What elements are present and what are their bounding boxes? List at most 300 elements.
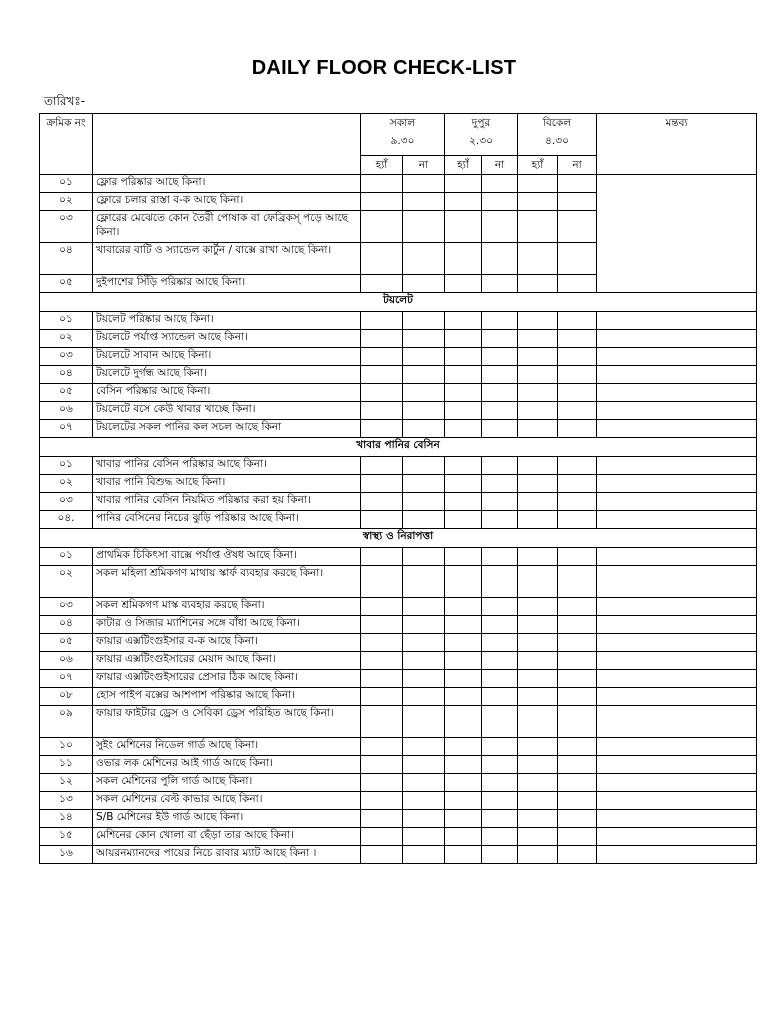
afternoon-no-cell[interactable] [558, 193, 597, 211]
remarks-cell[interactable] [597, 420, 757, 438]
morning-yes-cell[interactable] [361, 243, 403, 275]
morning-no-cell[interactable] [403, 312, 445, 330]
afternoon-yes-cell[interactable] [518, 616, 558, 634]
noon-no-cell[interactable] [482, 420, 518, 438]
morning-header [361, 114, 445, 156]
noon-yes-cell[interactable] [445, 792, 482, 810]
afternoon-yes-cell[interactable] [518, 634, 558, 652]
afternoon-no-cell[interactable] [558, 457, 597, 475]
checklist-row [40, 598, 757, 616]
row-number: ০২ [40, 330, 93, 348]
noon-no-cell[interactable] [482, 211, 518, 243]
noon-no-cell[interactable] [482, 688, 518, 706]
row-item-text: ওভার লক মেশিনের আই গার্ড আছে কিনা। [93, 756, 361, 774]
morning-no-cell[interactable] [403, 810, 445, 828]
morning-no-cell[interactable] [403, 756, 445, 774]
noon-no-cell[interactable] [482, 475, 518, 493]
afternoon-yes-cell[interactable] [518, 211, 558, 243]
morning-yes-cell[interactable] [361, 511, 403, 529]
remarks-cell[interactable] [597, 493, 757, 511]
checklist-row [40, 566, 757, 598]
morning-no-cell[interactable] [403, 243, 445, 275]
afternoon-no-cell[interactable] [558, 566, 597, 598]
noon-yes-cell[interactable] [445, 402, 482, 420]
afternoon-yes-cell[interactable] [518, 243, 558, 275]
morning-yes-cell[interactable] [361, 652, 403, 670]
afternoon-no-cell[interactable] [558, 634, 597, 652]
checklist-row [40, 175, 757, 193]
row-item-text: খাবার পানি বিশুদ্ধ আছে কিনা। [93, 475, 361, 493]
noon-no-cell[interactable] [482, 846, 518, 864]
morning-yes-cell[interactable] [361, 792, 403, 810]
checklist-row [40, 402, 757, 420]
morning-yes-cell[interactable] [361, 457, 403, 475]
section-title: স্বাস্থ্য ও নিরাপত্তা [40, 529, 757, 548]
checklist-row [40, 828, 757, 846]
morning-no-cell[interactable] [403, 175, 445, 193]
row-item-text: হোস পাইপ বক্সের আশপাশ পরিষ্কার আছে কিনা। [93, 688, 361, 706]
row-number: ০৭ [40, 670, 93, 688]
morning-yes-cell[interactable] [361, 475, 403, 493]
morning-no-cell[interactable] [403, 616, 445, 634]
afternoon-no-cell[interactable] [558, 706, 597, 738]
row-item-text: সকল মেশিনের পুলি গার্ড আছে কিনা। [93, 774, 361, 792]
morning-yes-cell[interactable] [361, 420, 403, 438]
morning-yes-cell[interactable] [361, 670, 403, 688]
noon-no-cell[interactable] [482, 366, 518, 384]
afternoon-yes-cell[interactable] [518, 810, 558, 828]
afternoon-no-header: না [558, 156, 597, 175]
remarks-header: মন্তব্য [597, 114, 757, 156]
section-title: টয়লেট [40, 293, 757, 312]
morning-time: ৯.৩০ [390, 135, 415, 147]
remarks-cell[interactable] [597, 774, 757, 792]
row-item-text: বেসিন পরিষ্কার আছে কিনা। [93, 384, 361, 402]
morning-yes-cell[interactable] [361, 738, 403, 756]
row-number: ১৫ [40, 828, 93, 846]
morning-yes-cell[interactable] [361, 598, 403, 616]
morning-no-cell[interactable] [403, 193, 445, 211]
afternoon-no-cell[interactable] [558, 652, 597, 670]
row-item-text: পানির বেসিনের নিচের ঝুড়ি পরিষ্কার আছে কিনা। [93, 511, 361, 529]
afternoon-yes-cell[interactable] [518, 175, 558, 193]
morning-yes-cell[interactable] [361, 275, 403, 293]
afternoon-no-cell[interactable] [558, 774, 597, 792]
noon-yes-cell[interactable] [445, 548, 482, 566]
afternoon-no-cell[interactable] [558, 420, 597, 438]
remarks-cell[interactable] [597, 548, 757, 566]
noon-no-cell[interactable] [482, 493, 518, 511]
remarks-cell[interactable] [597, 511, 757, 529]
morning-no-cell[interactable] [403, 738, 445, 756]
morning-yes-cell[interactable] [361, 616, 403, 634]
noon-yes-cell[interactable] [445, 774, 482, 792]
afternoon-yes-cell[interactable] [518, 670, 558, 688]
checklist-row [40, 774, 757, 792]
noon-yes-cell[interactable] [445, 756, 482, 774]
afternoon-no-cell[interactable] [558, 348, 597, 366]
row-item-text: S/B মেশিনের ইউ গার্ড আছে কিনা। [93, 810, 361, 828]
afternoon-yes-cell[interactable] [518, 774, 558, 792]
afternoon-yes-cell[interactable] [518, 688, 558, 706]
morning-yes-cell[interactable] [361, 706, 403, 738]
afternoon-yes-cell[interactable] [518, 457, 558, 475]
morning-no-cell[interactable] [403, 566, 445, 598]
serial-header: ক্রমিক নং [40, 114, 93, 175]
noon-yes-cell[interactable] [445, 193, 482, 211]
noon-yes-cell[interactable] [445, 175, 482, 193]
afternoon-no-cell[interactable] [558, 670, 597, 688]
noon-no-header: না [482, 156, 518, 175]
row-item-text: টয়লেটে সাবান আছে কিনা। [93, 348, 361, 366]
morning-yes-cell[interactable] [361, 774, 403, 792]
noon-no-cell[interactable] [482, 616, 518, 634]
checklist-row [40, 670, 757, 688]
remarks-cell[interactable] [597, 366, 757, 384]
afternoon-no-cell[interactable] [558, 211, 597, 243]
afternoon-yes-cell[interactable] [518, 384, 558, 402]
morning-no-cell[interactable] [403, 330, 445, 348]
checklist-row [40, 330, 757, 348]
noon-yes-cell[interactable] [445, 670, 482, 688]
morning-no-cell[interactable] [403, 511, 445, 529]
morning-no-cell[interactable] [403, 402, 445, 420]
morning-yes-cell[interactable] [361, 366, 403, 384]
afternoon-yes-cell[interactable] [518, 275, 558, 293]
noon-yes-cell[interactable] [445, 616, 482, 634]
noon-no-cell[interactable] [482, 457, 518, 475]
afternoon-yes-cell[interactable] [518, 706, 558, 738]
morning-no-cell[interactable] [403, 598, 445, 616]
morning-no-cell[interactable] [403, 548, 445, 566]
noon-yes-cell[interactable] [445, 846, 482, 864]
afternoon-yes-cell[interactable] [518, 402, 558, 420]
morning-no-cell[interactable] [403, 384, 445, 402]
afternoon-yes-cell[interactable] [518, 475, 558, 493]
afternoon-no-cell[interactable] [558, 616, 597, 634]
morning-yes-cell[interactable] [361, 312, 403, 330]
morning-no-cell[interactable] [403, 275, 445, 293]
remarks-cell[interactable] [597, 566, 757, 598]
row-number: ১১ [40, 756, 93, 774]
morning-yes-cell[interactable] [361, 756, 403, 774]
morning-yes-cell[interactable] [361, 330, 403, 348]
noon-yes-cell[interactable] [445, 511, 482, 529]
afternoon-no-cell[interactable] [558, 175, 597, 193]
remarks-cell[interactable] [597, 598, 757, 616]
afternoon-yes-cell[interactable] [518, 598, 558, 616]
noon-yes-cell[interactable] [445, 706, 482, 738]
section-header-row [40, 293, 757, 312]
afternoon-no-cell[interactable] [558, 243, 597, 275]
morning-no-cell[interactable] [403, 475, 445, 493]
afternoon-no-cell[interactable] [558, 598, 597, 616]
checklist-row [40, 420, 757, 438]
row-item-text: ফ্লোর পরিষ্কার আছে কিনা। [93, 175, 361, 193]
checklist-row [40, 457, 757, 475]
afternoon-yes-cell[interactable] [518, 566, 558, 598]
noon-no-cell[interactable] [482, 193, 518, 211]
morning-yes-cell[interactable] [361, 634, 403, 652]
section-header-row [40, 438, 757, 457]
checklist-row [40, 366, 757, 384]
remarks-cell[interactable] [597, 312, 757, 330]
afternoon-no-cell[interactable] [558, 511, 597, 529]
noon-yes-cell[interactable] [445, 738, 482, 756]
morning-yes-cell[interactable] [361, 402, 403, 420]
noon-yes-cell[interactable] [445, 566, 482, 598]
checklist-row [40, 652, 757, 670]
afternoon-yes-cell[interactable] [518, 738, 558, 756]
remarks-cell[interactable] [597, 738, 757, 756]
row-item-text: ফ্লোরের মেঝেতে কোন তৈরী পোষাক বা ফেব্রিকস্ পড়ে আছে কিনা। [93, 211, 361, 243]
checklist-row [40, 384, 757, 402]
row-number: ১০ [40, 738, 93, 756]
afternoon-no-cell[interactable] [558, 312, 597, 330]
afternoon-no-cell[interactable] [558, 810, 597, 828]
morning-yes-header: হ্যাঁ [361, 156, 403, 175]
checklist-row [40, 616, 757, 634]
noon-yes-cell[interactable] [445, 420, 482, 438]
morning-label: সকাল [389, 117, 416, 129]
afternoon-no-cell[interactable] [558, 384, 597, 402]
noon-yes-cell[interactable] [445, 598, 482, 616]
row-item-text: টয়লেটে পর্যাপ্ত স্যান্ডেল আছে কিনা। [93, 330, 361, 348]
morning-yes-cell[interactable] [361, 175, 403, 193]
row-number: ০৫ [40, 634, 93, 652]
morning-yes-cell[interactable] [361, 566, 403, 598]
remarks-subheader [597, 156, 757, 175]
checklist-row [40, 688, 757, 706]
checklist-row [40, 810, 757, 828]
noon-no-cell[interactable] [482, 312, 518, 330]
afternoon-yes-cell[interactable] [518, 312, 558, 330]
noon-yes-cell[interactable] [445, 243, 482, 275]
row-number: ০১ [40, 312, 93, 330]
noon-no-cell[interactable] [482, 566, 518, 598]
afternoon-time: ৪.৩০ [545, 135, 569, 147]
noon-yes-cell[interactable] [445, 211, 482, 243]
remarks-cell[interactable] [597, 756, 757, 774]
row-item-text: সুইং মেশিনের নিডেল গার্ড আছে কিনা। [93, 738, 361, 756]
row-item-text: টয়লেটে বসে কেউ খাবার খাচ্ছে কিনা। [93, 402, 361, 420]
afternoon-no-cell[interactable] [558, 688, 597, 706]
afternoon-no-cell[interactable] [558, 402, 597, 420]
afternoon-no-cell[interactable] [558, 475, 597, 493]
morning-yes-cell[interactable] [361, 348, 403, 366]
morning-no-cell[interactable] [403, 652, 445, 670]
morning-no-header: না [403, 156, 445, 175]
checklist-row [40, 348, 757, 366]
checklist-row [40, 738, 757, 756]
afternoon-no-cell[interactable] [558, 493, 597, 511]
morning-yes-cell[interactable] [361, 211, 403, 243]
afternoon-yes-cell[interactable] [518, 493, 558, 511]
row-item-text: সকল মেশিনের বেল্ট কাভার আছে কিনা। [93, 792, 361, 810]
noon-yes-cell[interactable] [445, 810, 482, 828]
remarks-cell[interactable] [597, 175, 757, 293]
remarks-cell[interactable] [597, 384, 757, 402]
noon-no-cell[interactable] [482, 175, 518, 193]
afternoon-no-cell[interactable] [558, 738, 597, 756]
noon-no-cell[interactable] [482, 828, 518, 846]
afternoon-no-cell[interactable] [558, 548, 597, 566]
remarks-cell[interactable] [597, 792, 757, 810]
noon-yes-cell[interactable] [445, 330, 482, 348]
afternoon-yes-cell[interactable] [518, 366, 558, 384]
row-item-text: টয়লেট পরিষ্কার আছে কিনা। [93, 312, 361, 330]
remarks-cell[interactable] [597, 475, 757, 493]
morning-no-cell[interactable] [403, 774, 445, 792]
noon-yes-cell[interactable] [445, 493, 482, 511]
morning-no-cell[interactable] [403, 634, 445, 652]
afternoon-label: বিকেল [542, 117, 572, 129]
section-header-row [40, 529, 757, 548]
afternoon-no-cell[interactable] [558, 366, 597, 384]
morning-no-cell[interactable] [403, 348, 445, 366]
row-item-text: সকল মহিলা শ্রমিকগণ মাথায় স্কার্ফ ব্যবহার করছে কিনা। [93, 566, 361, 598]
row-number: ০৩ [40, 598, 93, 616]
afternoon-yes-cell[interactable] [518, 420, 558, 438]
noon-no-cell[interactable] [482, 384, 518, 402]
noon-no-cell[interactable] [482, 243, 518, 275]
afternoon-no-cell[interactable] [558, 330, 597, 348]
noon-yes-cell[interactable] [445, 688, 482, 706]
noon-yes-cell[interactable] [445, 652, 482, 670]
remarks-cell[interactable] [597, 810, 757, 828]
morning-no-cell[interactable] [403, 420, 445, 438]
row-number: ০৪ [40, 243, 93, 275]
morning-no-cell[interactable] [403, 828, 445, 846]
noon-yes-cell[interactable] [445, 275, 482, 293]
remarks-cell[interactable] [597, 348, 757, 366]
noon-no-cell[interactable] [482, 275, 518, 293]
remarks-cell[interactable] [597, 402, 757, 420]
remarks-cell[interactable] [597, 688, 757, 706]
row-number: ১২ [40, 774, 93, 792]
morning-no-cell[interactable] [403, 493, 445, 511]
row-number: ০৬ [40, 402, 93, 420]
noon-yes-cell[interactable] [445, 475, 482, 493]
noon-no-cell[interactable] [482, 402, 518, 420]
afternoon-yes-cell[interactable] [518, 511, 558, 529]
row-number: ০৫ [40, 384, 93, 402]
morning-no-cell[interactable] [403, 457, 445, 475]
afternoon-no-cell[interactable] [558, 756, 597, 774]
row-number: ০৪ [40, 616, 93, 634]
afternoon-yes-cell[interactable] [518, 652, 558, 670]
afternoon-no-cell[interactable] [558, 846, 597, 864]
afternoon-yes-cell[interactable] [518, 348, 558, 366]
noon-no-cell[interactable] [482, 548, 518, 566]
afternoon-no-cell[interactable] [558, 828, 597, 846]
remarks-cell[interactable] [597, 616, 757, 634]
row-item-text: প্রাথমিক চিকিৎসা বাক্সে পর্যাপ্ত ঔষধ আছে কিনা। [93, 548, 361, 566]
morning-yes-cell[interactable] [361, 193, 403, 211]
row-item-text: ফায়ার এক্সটিংগুইসারের মেয়াদ আছে কিনা। [93, 652, 361, 670]
morning-yes-cell[interactable] [361, 688, 403, 706]
row-number: ১৪ [40, 810, 93, 828]
checklist-row [40, 475, 757, 493]
noon-yes-cell[interactable] [445, 828, 482, 846]
afternoon-no-cell[interactable] [558, 275, 597, 293]
remarks-cell[interactable] [597, 652, 757, 670]
morning-no-cell[interactable] [403, 846, 445, 864]
noon-no-cell[interactable] [482, 706, 518, 738]
morning-no-cell[interactable] [403, 688, 445, 706]
noon-yes-cell[interactable] [445, 312, 482, 330]
morning-no-cell[interactable] [403, 706, 445, 738]
remarks-cell[interactable] [597, 706, 757, 738]
remarks-cell[interactable] [597, 846, 757, 864]
morning-yes-cell[interactable] [361, 493, 403, 511]
noon-yes-cell[interactable] [445, 384, 482, 402]
noon-no-cell[interactable] [482, 598, 518, 616]
noon-no-cell[interactable] [482, 511, 518, 529]
row-number: ১৬ [40, 846, 93, 864]
morning-yes-cell[interactable] [361, 810, 403, 828]
noon-no-cell[interactable] [482, 652, 518, 670]
afternoon-yes-cell[interactable] [518, 756, 558, 774]
noon-no-cell[interactable] [482, 774, 518, 792]
row-item-text: দুইপাশের সিঁড়ি পরিষ্কার আছে কিনা। [93, 275, 361, 293]
remarks-cell[interactable] [597, 828, 757, 846]
row-number: ০৯ [40, 706, 93, 738]
morning-no-cell[interactable] [403, 792, 445, 810]
remarks-cell[interactable] [597, 457, 757, 475]
morning-yes-cell[interactable] [361, 548, 403, 566]
morning-no-cell[interactable] [403, 366, 445, 384]
morning-no-cell[interactable] [403, 670, 445, 688]
noon-yes-cell[interactable] [445, 457, 482, 475]
noon-no-cell[interactable] [482, 348, 518, 366]
row-item-text: খাবার পানির বেসিন নিয়মিত পরিষ্কার করা হয় কিনা। [93, 493, 361, 511]
noon-no-cell[interactable] [482, 670, 518, 688]
afternoon-yes-cell[interactable] [518, 193, 558, 211]
morning-yes-cell[interactable] [361, 846, 403, 864]
morning-yes-cell[interactable] [361, 828, 403, 846]
noon-no-cell[interactable] [482, 738, 518, 756]
noon-yes-header: হ্যাঁ [445, 156, 482, 175]
afternoon-yes-cell[interactable] [518, 828, 558, 846]
noon-no-cell[interactable] [482, 330, 518, 348]
row-number: ০৬ [40, 652, 93, 670]
afternoon-yes-cell[interactable] [518, 330, 558, 348]
afternoon-yes-cell[interactable] [518, 846, 558, 864]
noon-no-cell[interactable] [482, 634, 518, 652]
noon-no-cell[interactable] [482, 756, 518, 774]
checklist-row [40, 792, 757, 810]
checklist-row [40, 511, 757, 529]
noon-yes-cell[interactable] [445, 634, 482, 652]
morning-yes-cell[interactable] [361, 384, 403, 402]
row-item-text: ফায়ার এক্সটিংগুইসার ব-ক আছে কিনা। [93, 634, 361, 652]
afternoon-yes-cell[interactable] [518, 548, 558, 566]
noon-header [445, 114, 518, 156]
noon-yes-cell[interactable] [445, 348, 482, 366]
noon-no-cell[interactable] [482, 810, 518, 828]
afternoon-yes-cell[interactable] [518, 792, 558, 810]
noon-yes-cell[interactable] [445, 366, 482, 384]
remarks-cell[interactable] [597, 634, 757, 652]
remarks-cell[interactable] [597, 670, 757, 688]
remarks-cell[interactable] [597, 330, 757, 348]
afternoon-no-cell[interactable] [558, 792, 597, 810]
noon-no-cell[interactable] [482, 792, 518, 810]
morning-no-cell[interactable] [403, 211, 445, 243]
row-item-text: টয়লেটের সকল পানির কল সচল আছে কিনা [93, 420, 361, 438]
checklist-row [40, 756, 757, 774]
